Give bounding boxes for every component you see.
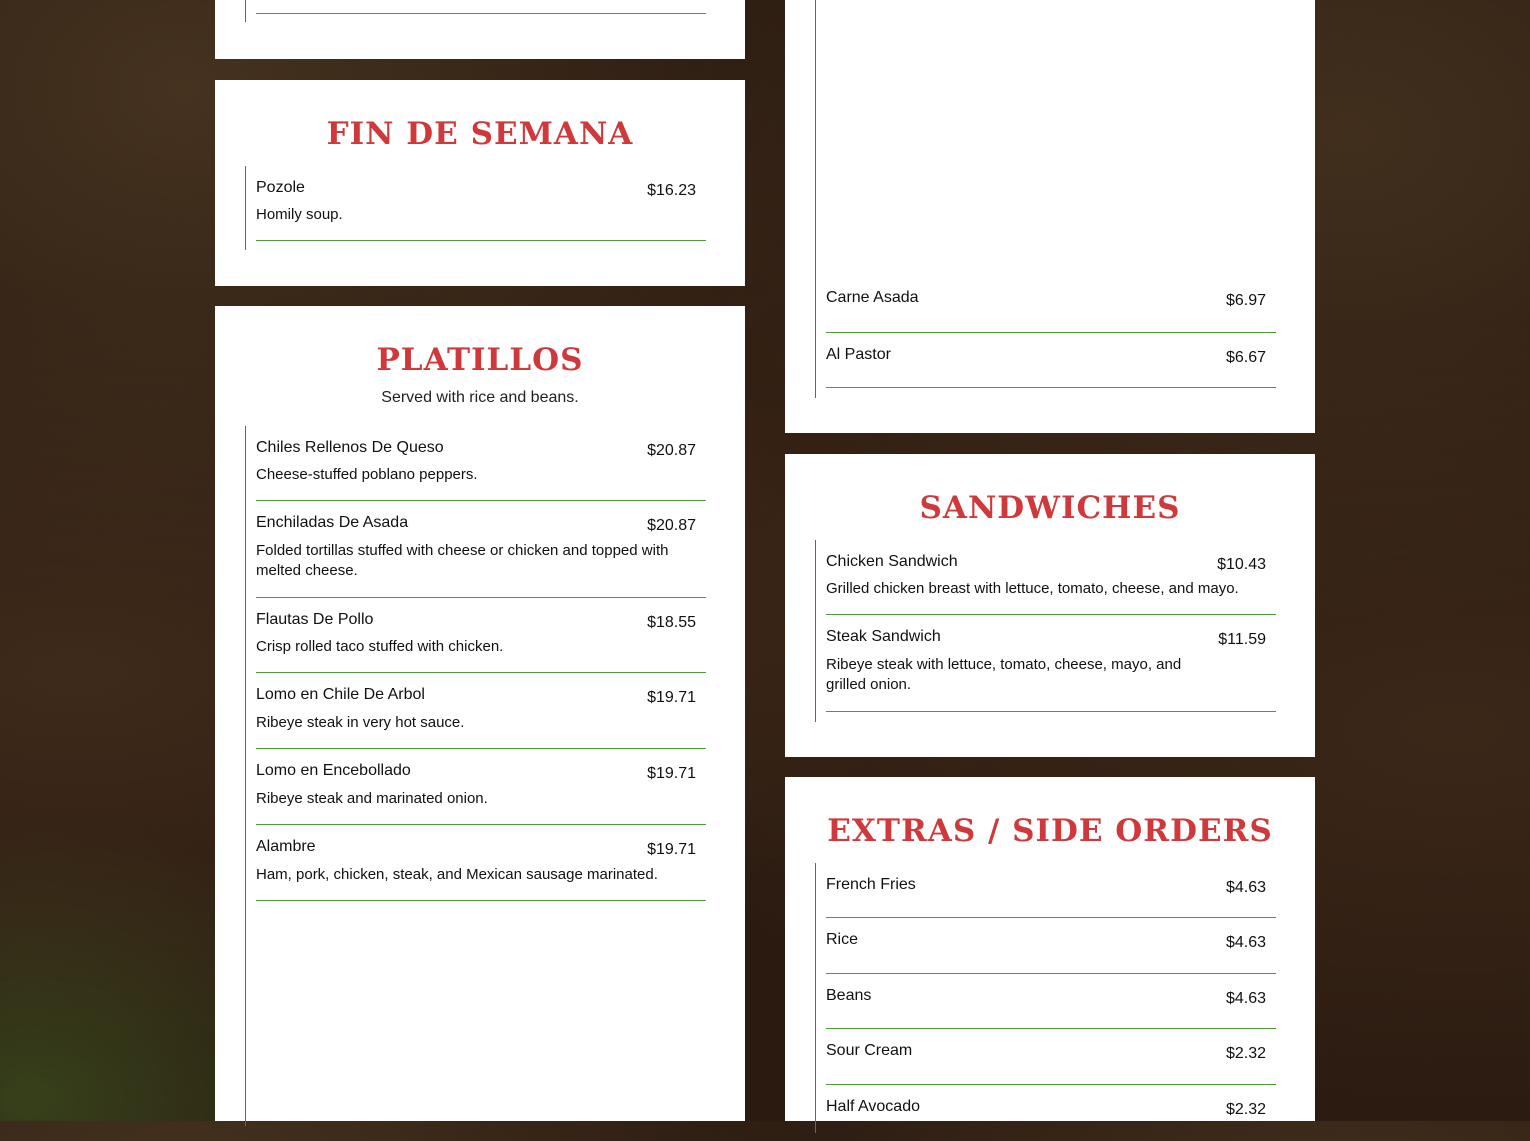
- item-name: Pozole: [256, 179, 305, 196]
- item-name: Rice: [826, 931, 859, 948]
- item-price: $19.71: [647, 689, 696, 706]
- menu-item: [826, 1085, 1276, 1141]
- menu-item: [256, 673, 706, 749]
- item-description: Ham, pork, chicken, steak, and Mexican sausage marinated.: [256, 866, 658, 883]
- menu-card-top-left: [215, 0, 745, 59]
- item-name: Alambre: [256, 838, 316, 855]
- item-description: Homily soup.: [256, 206, 343, 223]
- menu-list: [815, 0, 1276, 398]
- menu-card-platillos: [215, 306, 745, 1121]
- item-name: Carne Asada: [826, 289, 919, 306]
- item-price: $4.63: [1225, 990, 1266, 1007]
- menu-item: [256, 501, 706, 598]
- item-price: $19.71: [647, 841, 696, 858]
- menu-list: [815, 863, 1276, 1133]
- item-name: Al Pastor: [826, 346, 891, 363]
- item-description: Ribeye steak with lettuce, tomato, cheese, mayo, and grilled onion.: [826, 656, 1182, 693]
- item-name: Lomo en Chile De Arbol: [256, 686, 425, 703]
- item-price: $19.71: [647, 765, 696, 782]
- section-subtitle: Served with rice and beans.: [381, 389, 579, 406]
- menu-card-fin-de-semana: [215, 80, 745, 286]
- item-name: Flautas De Pollo: [256, 611, 374, 628]
- menu-item: [826, 918, 1276, 974]
- menu-item: [256, 825, 706, 901]
- item-name: French Fries: [826, 876, 916, 893]
- menu-item: [826, 277, 1276, 333]
- item-name: Chicken Sandwich: [826, 553, 958, 570]
- section-title: FIN DE SEMANA: [326, 116, 634, 152]
- menu-item: [256, 598, 706, 673]
- menu-item: [826, 974, 1276, 1029]
- item-description: Ribeye steak and marinated onion.: [256, 790, 488, 807]
- item-name: Enchiladas De Asada: [256, 514, 409, 531]
- item-price: $16.23: [647, 182, 696, 199]
- menu-card-top-right: [785, 0, 1315, 433]
- section-title: EXTRAS / SIDE ORDERS: [827, 813, 1273, 849]
- item-price: $11.59: [1218, 631, 1266, 648]
- menu-list: [245, 426, 706, 1126]
- item-price: $6.67: [1225, 349, 1266, 366]
- menu-item: [256, 0, 706, 14]
- item-description: Cheese-stuffed poblano peppers.: [256, 466, 478, 483]
- list-spacer: [816, 0, 1276, 277]
- menu-item: [826, 1029, 1276, 1085]
- menu-item: [826, 863, 1276, 918]
- menu-list: [245, 166, 706, 250]
- item-name: Steak Sandwich: [826, 628, 941, 645]
- item-price: $4.63: [1225, 879, 1266, 896]
- menu-list: [245, 0, 706, 22]
- item-description: Ribeye steak in very hot sauce.: [256, 714, 465, 731]
- item-description: Grilled chicken breast with lettuce, tomato, cheese, and mayo.: [826, 580, 1239, 597]
- section-title: PLATILLOS: [376, 342, 584, 378]
- menu-item: [826, 615, 1276, 712]
- item-name: Chiles Rellenos De Queso: [256, 439, 444, 456]
- item-name: Half Avocado: [826, 1098, 920, 1115]
- item-price: $10.43: [1217, 556, 1266, 573]
- menu-item: [826, 540, 1276, 615]
- menu-item: [826, 333, 1276, 388]
- item-name: Lomo en Encebollado: [256, 762, 411, 779]
- item-price: $6.97: [1225, 292, 1266, 309]
- menu-list: [815, 540, 1276, 722]
- menu-card-extras: [785, 777, 1315, 1121]
- item-price: $18.55: [647, 614, 696, 631]
- menu-item: [256, 749, 706, 825]
- item-description: Folded tortillas stuffed with cheese or chicken and topped with melted cheese.: [256, 542, 669, 579]
- item-description: Crisp rolled taco stuffed with chicken.: [256, 638, 504, 655]
- item-name: Beans: [826, 987, 872, 1004]
- section-title: SANDWICHES: [919, 490, 1181, 526]
- menu-card-sandwiches: [785, 454, 1315, 757]
- item-price: $20.87: [647, 442, 696, 459]
- item-price: $4.63: [1225, 934, 1266, 951]
- item-price: $2.32: [1225, 1045, 1266, 1062]
- menu-item: [256, 426, 706, 501]
- item-price: $2.32: [1225, 1101, 1266, 1118]
- item-name: Sour Cream: [826, 1042, 913, 1059]
- menu-item: [256, 166, 706, 241]
- item-price: $20.87: [647, 517, 696, 534]
